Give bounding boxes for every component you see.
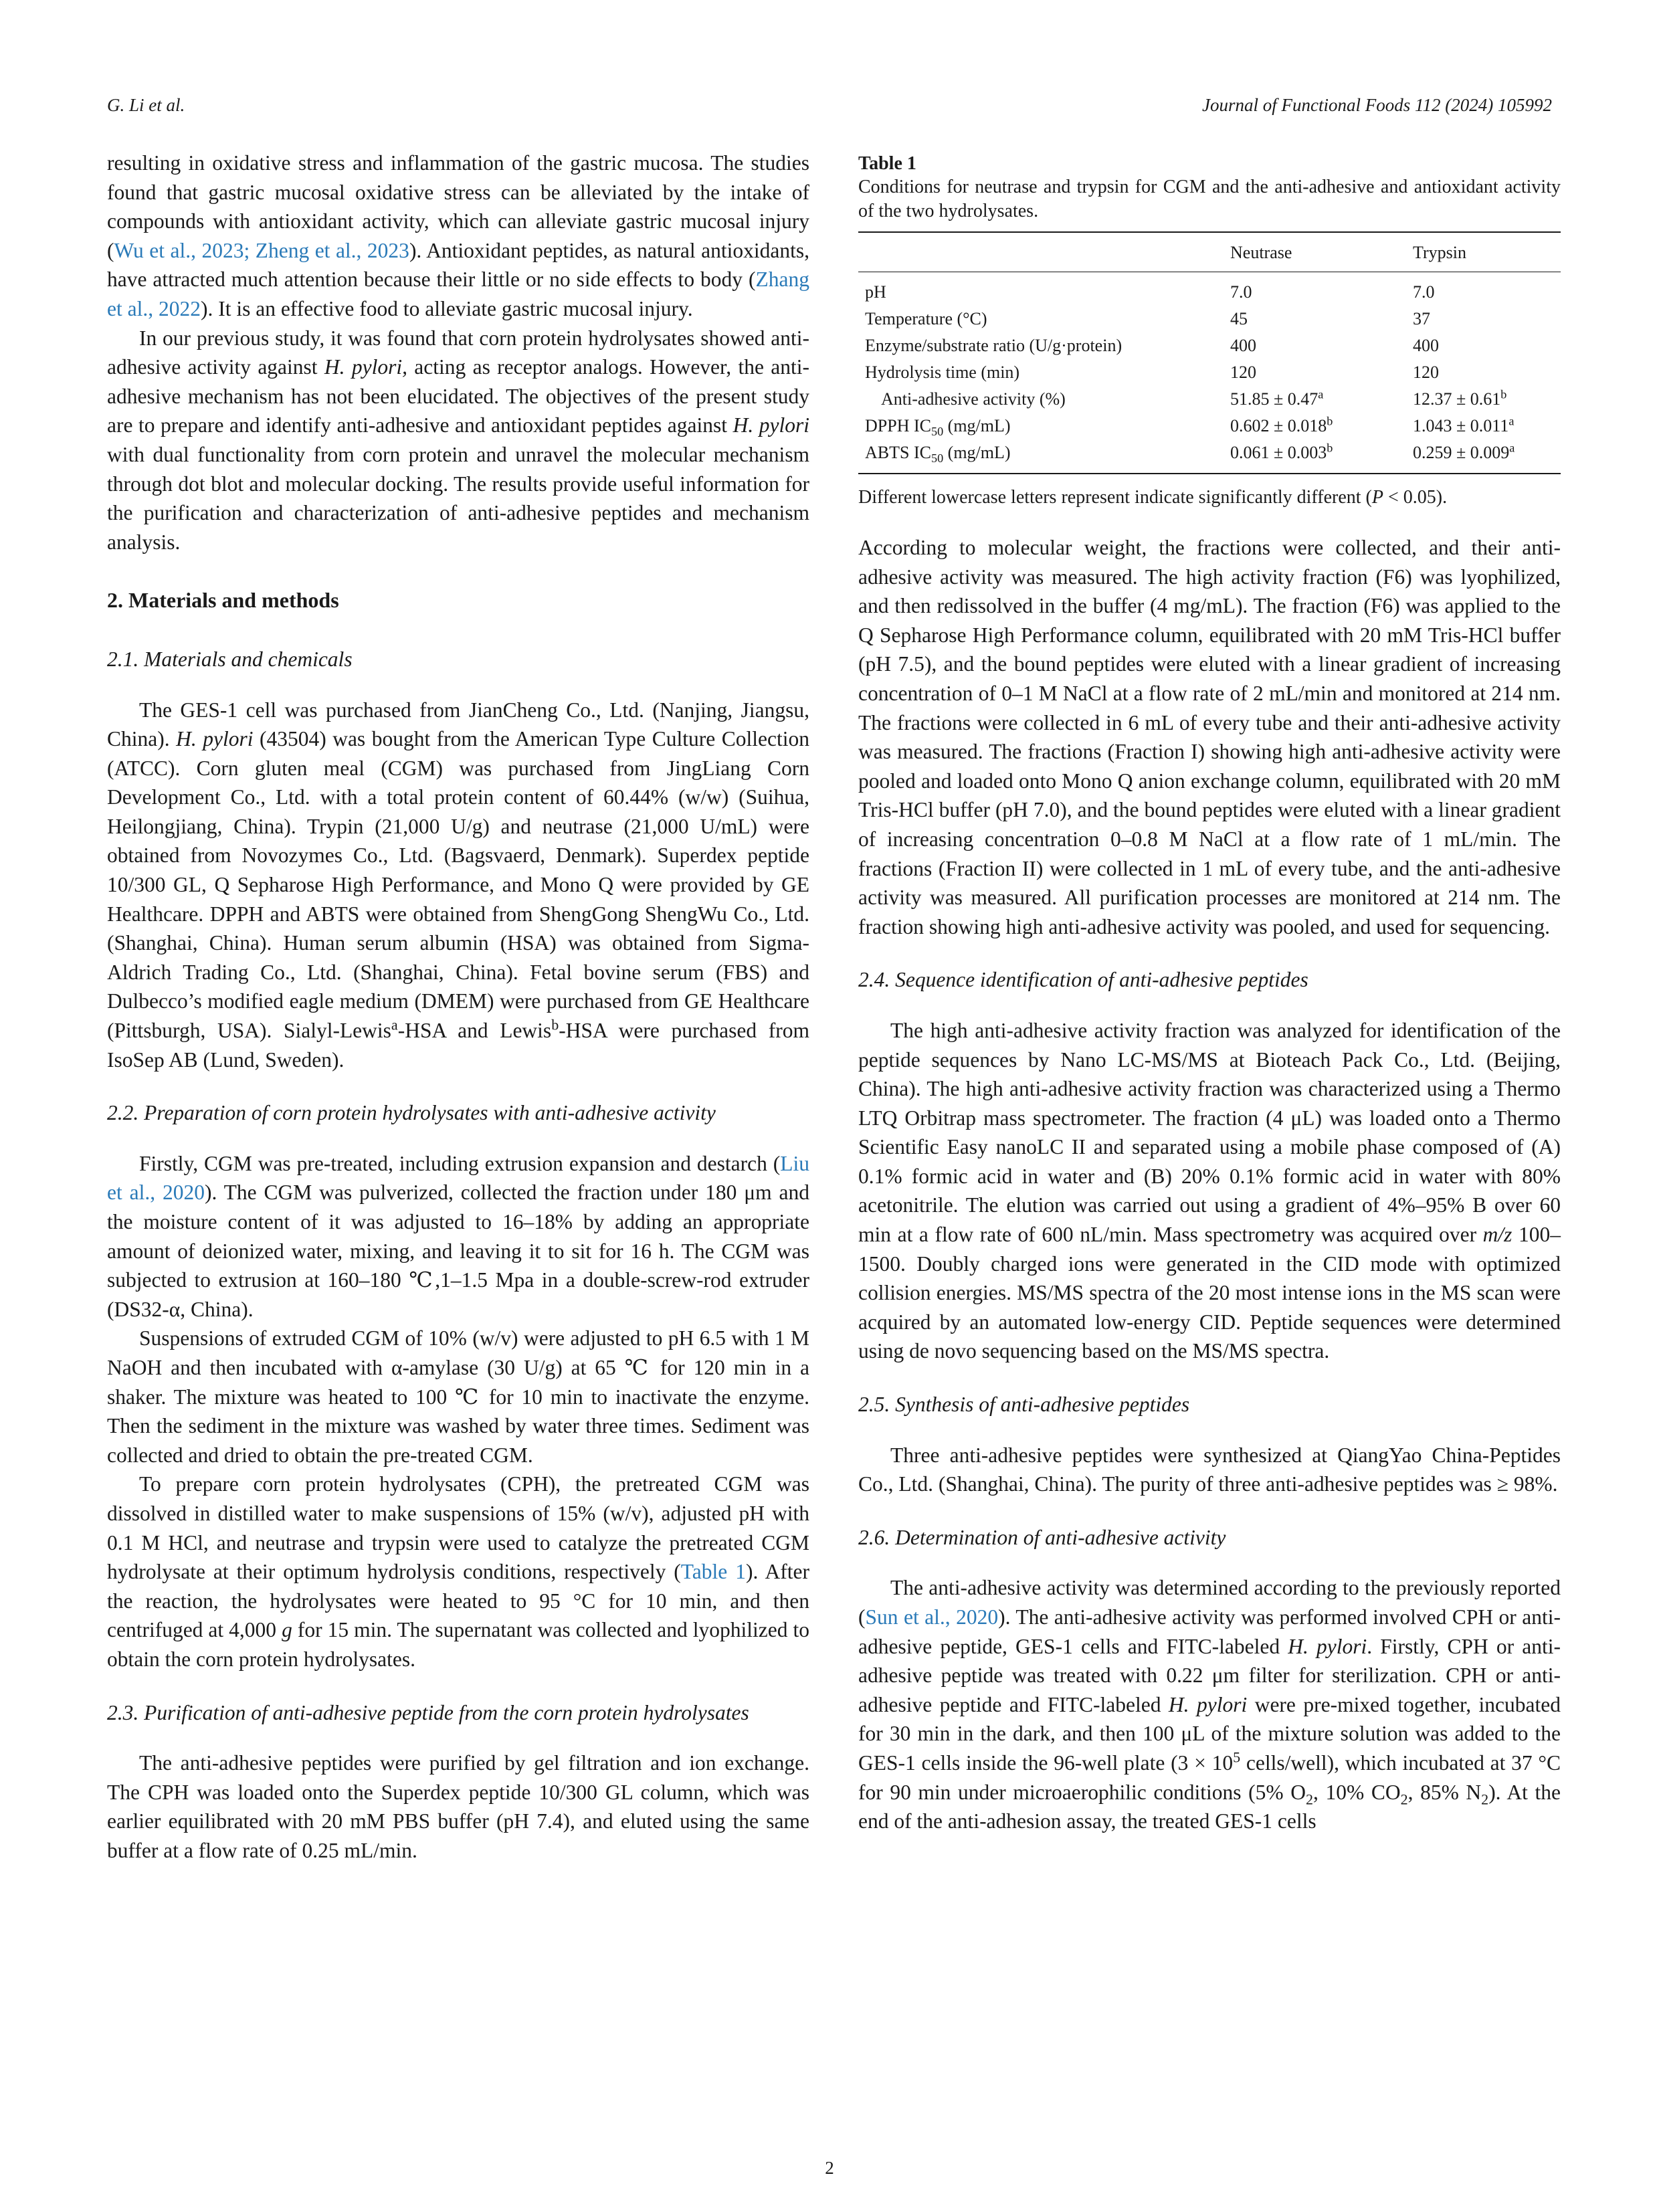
paragraph: In our previous study, it was found that corn protein hydrolysates showed anti-adhesive activity against H. pylori, acting as receptor analogs. However, the anti-adhesive mechanism has not been elucidated. The objectives of the present study are to prepare and identify anti-adhesive and antioxidant peptides against H. pylori with dual functionality from corn protein and unravel the molecular mechanism through dot blot and molecular docking. The results provide useful information for the purification and characterization of anti-adhesive peptides and mechanism analysis.: [107, 326, 810, 554]
header-authors: G. Li et al.: [107, 95, 185, 115]
subsection-heading: 2.2. Preparation of corn protein hydrolysates with anti-adhesive activity: [107, 1101, 716, 1125]
paragraph: Firstly, CGM was pre-treated, including extrusion expansion and destarch (Liu et al., 2020). The CGM was pulverized, collected the fraction under 180 μm and the moisture content of it was adjusted to 16–18% by adding an appropriate amount of deionized water, mixing, and leaving it to sit for 16 h. The CGM was subjected to extrusion at 160–180 ℃,1–1.5 Mpa in a double-screw-rod extruder (DS32-α, China).: [107, 1151, 809, 1321]
table-row: Temperature (°C) 45 37: [865, 309, 1430, 328]
citation-link[interactable]: Sun et al., 2020: [865, 1605, 999, 1629]
subsection-heading: 2.1. Materials and chemicals: [107, 647, 353, 671]
column-header: Neutrase: [1224, 232, 1406, 272]
table-link[interactable]: Table 1: [680, 1560, 746, 1584]
citation-link[interactable]: Zhang et al., 2022: [107, 268, 809, 320]
table-1: [858, 153, 1561, 509]
paragraph: The anti-adhesive activity was determined according to the previously reported (Sun et al., 2020). The anti-adhesive activity was performed involved CPH or anti-adhesive peptide, GES-1 cells and FITC-labeled H. pylori. Firstly, CPH or anti-adhesive peptide was treated with 0.22 μm filter for sterilization. CPH or anti-adhesive peptide and FITC-labeled H. pylori were pre-mixed together, incubated for 30 min in the dark, and then 100 μL of the mixture solution was added to the GES-1 cells inside the 96-well plate ($3 \times 10^5$ cells/well), which incubated at 37 °C for 90 min under microaerophilic conditions (5% $O_2$, 10% $CO_2$, 85% $N_2$). At the end of the anti-adhesion assay, the treated GES-1 cells: [858, 1576, 1561, 1833]
section-heading: 2. Materials and methods: [107, 588, 339, 613]
table-row: Hydrolysis time (min) 120 120: [865, 363, 1439, 382]
header-journal: Journal of Functional Foods 112 (2024) 105992: [1202, 95, 1552, 115]
table-caption: Conditions for neutrase and trypsin for CGM and the anti-adhesive and antioxidant activity of the two hydrolysates.: [858, 177, 1561, 221]
paragraph: resulting in oxidative stress and inflammation of the gastric mucosa. The studies found that gastric mucosal oxidative stress can be alleviated by the intake of compounds with antioxidant activity, which can alleviate gastric mucosal injury (Wu et al., 2023; Zheng et al., 2023). Antioxidant peptides, as natural antioxidants, have attracted much attention because their little or no side effects to body (Zhang et al., 2022). It is an effective food to alleviate gastric mucosal injury.: [107, 151, 809, 320]
data-table: [858, 231, 1561, 474]
paragraph: To prepare corn protein hydrolysates (CPH), the pretreated CGM was dissolved in distilled water to make suspensions of 15% (w/v), adjusted pH with 0.1 M HCl, and neutrase and trypsin were used to catalyze the pretreated CGM hydrolysate at their optimum hydrolysis conditions, respectively (Table 1). After the reaction, the hydrolysates were heated to 95 °C for 10 min, and then centrifuged at 4,000 g for 15 min. The supernatant was collected and lyophilized to obtain the corn protein hydrolysates.: [107, 1472, 810, 1671]
left-column: [107, 148, 809, 1865]
table-row: pH 7.0 7.0: [865, 282, 1435, 302]
table-title: Table 1: [858, 153, 916, 174]
paragraph: Suspensions of extruded CGM of 10% (w/v) were adjusted to pH 6.5 with 1 M NaOH and then incubated with α-amylase (30 U/g) at 65 ℃ for 120 min in a shaker. The mixture was heated to 100 ℃ for 10 min to inactivate the enzyme. Then the sediment in the mixture was washed by water three times. Sediment was collected and dried to obtain the pre-treated CGM.: [107, 1326, 809, 1467]
right-column: [858, 153, 1561, 1836]
column-header: Trypsin: [1406, 232, 1561, 272]
table-row: DPPH $IC_{50}$ (mg/mL) 0.602 ± 0.018$^b$ 1.043 ± 0.011$^a$: [865, 414, 1515, 439]
table-row: Anti-adhesive activity (%) 51.85 ± 0.47$^a$ 12.37 ± 0.61$^b$: [881, 387, 1507, 409]
paragraph: The GES-1 cell was purchased from JianCheng Co., Ltd. (Nanjing, Jiangsu, China). H. pylori (43504) was bought from the American Type Culture Collection (ATCC). Corn gluten meal (CGM) was purchased from JingLiang Corn Development Co., Ltd. with a total protein content of 60.44% (w/w) (Suihua, Heilongjiang, China). Trypin (21,000 U/g) and neutrase (21,000 U/mL) were obtained from Novozymes Co., Ltd. (Bagsvaerd, Denmark). Superdex peptide 10/300 GL, Q Sepharose High Performance, and Mono Q were provided by GE Healthcare. DPPH and ABTS were obtained from ShengGong ShengWu Co., Ltd. (Shanghai, China). Human serum albumin (HSA) was obtained from Sigma-Aldrich Trading Co., Ltd. (Shanghai, China). Fetal bovine serum (FBS) and Dulbecco’s modified eagle medium (DMEM) were purchased from GE Healthcare (Pittsburgh, USA). Sialyl-Lewis$^a$-HSA and Lewis$^b$-HSA were purchased from IsoSep AB (Lund, Sweden).: [107, 698, 809, 1072]
subsection-heading: 2.4. Sequence identification of anti-adhesive peptides: [858, 968, 1308, 992]
paragraph: The anti-adhesive peptides were purified by gel filtration and ion exchange. The CPH was loaded onto the Superdex peptide 10/300 GL column, which was earlier equilibrated with 20 mM PBS buffer (pH 7.4), and eluted using the same buffer at a flow rate of 0.25 mL/min.: [107, 1751, 809, 1862]
citation-link[interactable]: Wu et al., 2023; Zheng et al., 2023: [114, 238, 409, 262]
subsection-heading: 2.5. Synthesis of anti-adhesive peptides: [858, 1393, 1190, 1417]
paragraph: The high anti-adhesive activity fraction was analyzed for identification of the peptide sequences by Nano LC-MS/MS at Bioteach Pack Co., Ltd. (Beijing, China). The high anti-adhesive activity fraction was characterized using a Thermo LTQ Orbitrap mass spectrometer. The fraction (4 μL) was loaded onto a Thermo Scientific Easy nanoLC II and separated using a mobile phase composed of (A) 0.1% formic acid in water and (B) 20% 0.1% formic acid in water with 80% acetonitrile. The elution was carried out using a gradient of 4%–95% B over 60 min at a flow rate of 600 nL/min. Mass spectrometry was acquired over m/z 100–1500. Doubly charged ions were generated in the CID mode with optimized collision energies. MS/MS spectra of the 20 most intense ions in the MS scan were acquired by an automated low-energy CID. Peptide sequences were determined using de novo sequencing based on the MS/MS spectra.: [858, 1018, 1561, 1363]
table-header-row: [858, 232, 1561, 272]
paragraph: Three anti-adhesive peptides were synthesized at QiangYao China-Peptides Co., Ltd. (Shanghai, China). The purity of three anti-adhesive peptides was ≥ 98%.: [858, 1443, 1561, 1496]
table-row: Enzyme/substrate ratio (U/g·protein) 400 400: [865, 336, 1439, 355]
subsection-heading: 2.6. Determination of anti-adhesive activity: [858, 1525, 1226, 1549]
citation-link[interactable]: Liu et al., 2020: [107, 1151, 809, 1205]
paragraph: According to molecular weight, the fractions were collected, and their anti-adhesive activity was measured. The high activity fraction (F6) was lyophilized, and then redissolved in the buffer (4 mg/mL). The fraction (F6) was applied to the Q Sepharose High Performance column, equilibrated with 20 mM Tris-HCl buffer (pH 7.5), and the bound peptides were eluted with a linear gradient of increasing concentration of 0–1 M NaCl at a flow rate of 2 mL/min and monitored at 214 nm. The fractions were collected in 6 mL of every tube and their anti-adhesive activity was measured. The fractions (Fraction I) showing high anti-adhesive activity were pooled and loaded onto Mono Q anion exchange column, equilibrated with 20 mM Tris-HCl buffer (pH 7.0), and the bound peptides were eluted with a linear gradient of increasing concentration 0–0.8 M NaCl at a flow rate of 1 mL/min. The fractions (Fraction II) were collected in 1 mL of every tube, and the anti-adhesive activity was measured. All purification processes are monitored at 214 nm. The fraction showing high anti-adhesive activity was pooled, and used for sequencing.: [858, 536, 1561, 938]
subsection-heading: 2.3. Purification of anti-adhesive peptide from the corn protein hydrolysates: [107, 1700, 749, 1724]
page-number: 2: [825, 2158, 834, 2178]
table-footnote: Different lowercase letters represent indicate significantly different (P < 0.05).: [858, 487, 1448, 508]
table-row: ABTS $IC_{50}$ (mg/mL) 0.061 ± 0.003$^b$ 0.259 ± 0.009$^a$: [858, 439, 1561, 474]
